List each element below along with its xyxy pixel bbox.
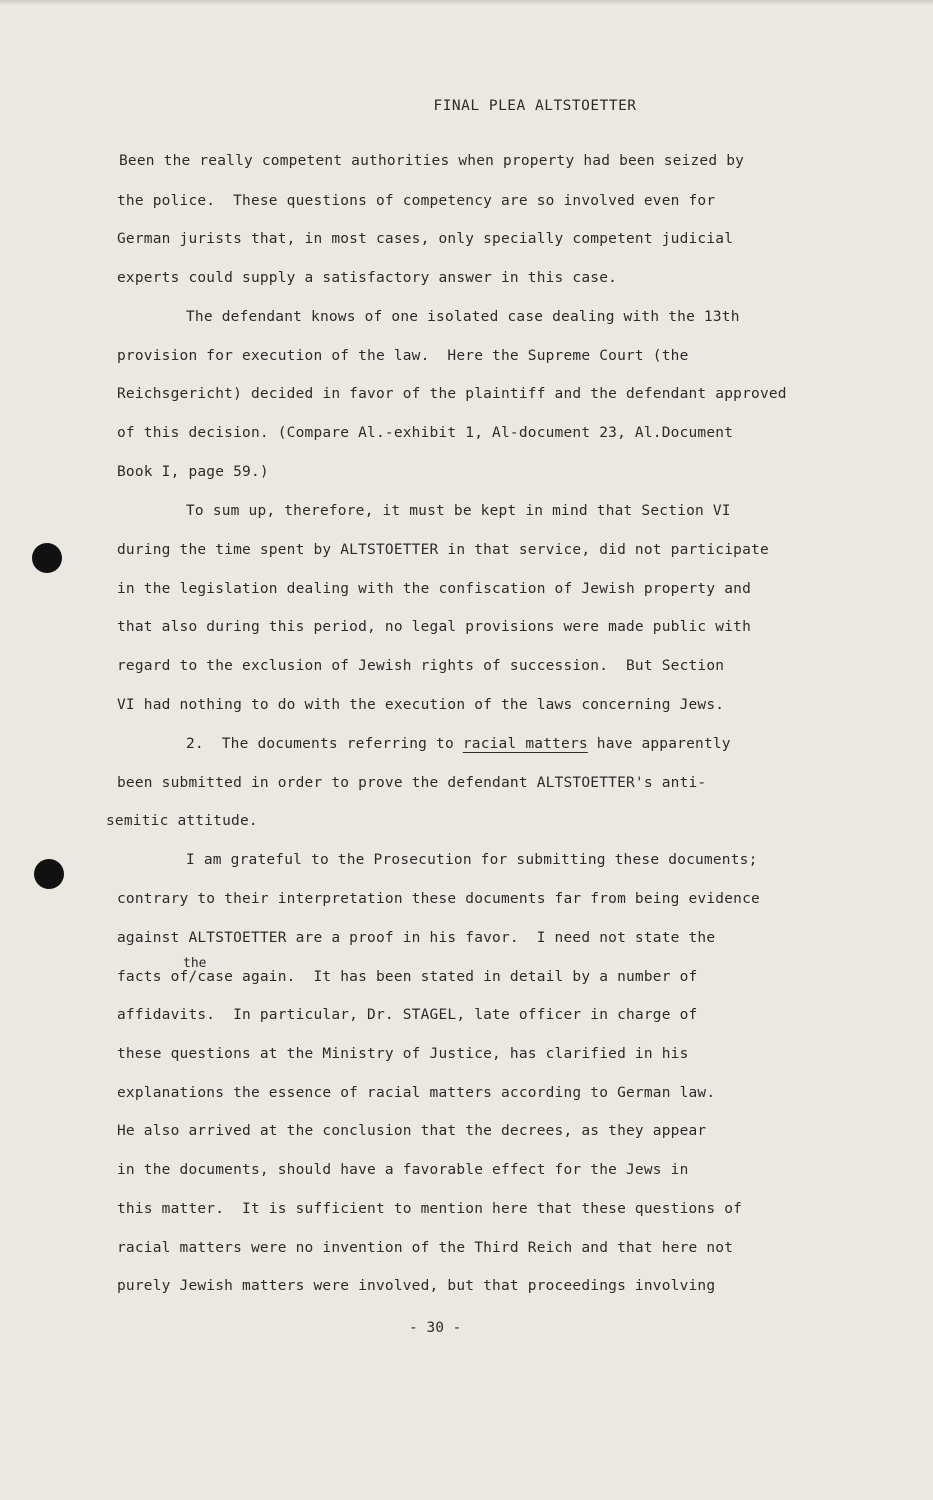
text-line: affidavits. In particular, Dr. STAGEL, late officer in charge of [117, 1007, 698, 1023]
punch-hole [34, 859, 64, 889]
text-line: that also during this period, no legal provisions were made public with [117, 619, 752, 635]
text-line: these questions at the Ministry of Justice, has clarified in his [117, 1046, 689, 1062]
text-segment: 2. The documents referring to [186, 736, 463, 752]
text-line: regard to the exclusion of Jewish rights of succession. But Section [117, 658, 725, 674]
text-line: this matter. It is sufficient to mention here that these questions of [117, 1201, 743, 1217]
text-line: purely Jewish matters were involved, but that proceedings involving [117, 1278, 716, 1294]
text-line: experts could supply a satisfactory answer in this case. [117, 270, 618, 286]
text-line: German jurists that, in most cases, only specially competent judicial [117, 231, 734, 247]
text-line: The defendant knows of one isolated case dealing with the 13th [186, 309, 740, 325]
text-line: VI had nothing to do with the execution of the laws concerning Jews. [117, 697, 725, 713]
text-line: during the time spent by ALTSTOETTER in that service, did not participate [117, 542, 769, 558]
underlined-phrase: racial matters [462, 736, 588, 752]
text-line: semitic attitude. [106, 813, 258, 829]
text-line: I am grateful to the Prosecution for submitting these documents; [186, 852, 758, 868]
text-line: Been the really competent authorities when property had been seized by [119, 153, 745, 169]
text-line: He also arrived at the conclusion that the decrees, as they appear [117, 1123, 707, 1139]
text-line [186, 736, 731, 752]
text-line: against ALTSTOETTER are a proof in his favor. I need not state the [117, 930, 716, 946]
text-line: the police. These questions of competency are so involved even for [117, 193, 716, 209]
page-title: FINAL PLEA ALTSTOETTER [433, 98, 637, 114]
text-line: facts of/case again. It has been stated in detail by a number of [117, 969, 698, 985]
text-line: explanations the essence of racial matters according to German law. [117, 1085, 716, 1101]
handwritten-insertion: the [183, 956, 207, 971]
text-line: racial matters were no invention of the Third Reich and that here not [117, 1240, 734, 1256]
text-line: in the documents, should have a favorable effect for the Jews in [117, 1162, 689, 1178]
text-line: Book I, page 59.) [117, 464, 269, 480]
text-line: contrary to their interpretation these documents far from being evidence [117, 891, 760, 907]
text-segment: have apparently [587, 736, 731, 752]
text-line: To sum up, therefore, it must be kept in mind that Section VI [186, 503, 731, 519]
text-line: been submitted in order to prove the defendant ALTSTOETTER's anti- [117, 775, 707, 791]
text-line: in the legislation dealing with the confiscation of Jewish property and [117, 581, 752, 597]
page-number: - 30 - [409, 1320, 462, 1336]
punch-hole [32, 543, 62, 573]
text-line: Reichsgericht) decided in favor of the plaintiff and the defendant approved [117, 386, 787, 402]
text-line: of this decision. (Compare Al.-exhibit 1, Al-document 23, Al.Document [117, 425, 734, 441]
page-top-edge [0, 0, 933, 6]
text-line: provision for execution of the law. Here the Supreme Court (the [117, 348, 689, 364]
